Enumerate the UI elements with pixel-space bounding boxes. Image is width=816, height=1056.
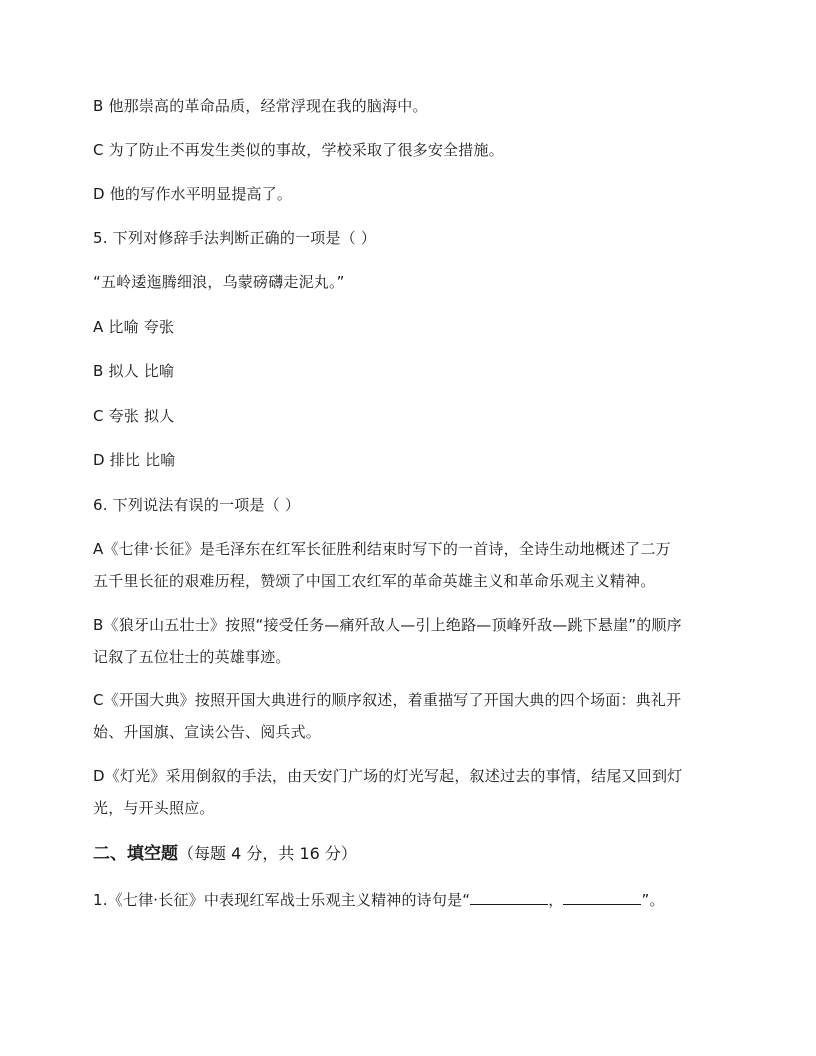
q6-option-b-line2: 记叙了五位壮士的英雄事迹。: [93, 648, 291, 666]
q5-quote: “五岭逶迤腾细浪，乌蒙磅礴走泥丸。”: [93, 273, 345, 291]
fill-1-blank-2[interactable]: [563, 891, 641, 905]
q4-option-c: C 为了防止不再发生类似的事故，学校采取了很多安全措施。: [93, 141, 504, 159]
section-2-note: （每题 4 分，共 16 分）: [178, 844, 357, 863]
fill-1-blank-1[interactable]: [470, 891, 548, 905]
section-2-heading: [93, 843, 357, 865]
q6-option-b-line1: B《狼牙山五壮士》按照“接受任务—痛歼敌人—引上绝路—顶峰歼敌—跳下悬崖”的顺序: [93, 616, 682, 634]
q5-stem: 5. 下列对修辞手法判断正确的一项是（ ）: [93, 229, 377, 247]
fill-question-1: [93, 891, 733, 910]
q4-option-b: B 他那崇高的革命品质，经常浮现在我的脑海中。: [93, 97, 428, 115]
fill-1-prefix: 1.《七律·长征》中表现红军战士乐观主义精神的诗句是“: [93, 891, 471, 909]
q6-option-d-line1: D《灯光》采用倒叙的手法，由天安门广场的灯光写起，叙述过去的事情，结尾又回到灯: [93, 767, 683, 785]
q6-option-c-line1: C《开国大典》按照开国大典进行的顺序叙述，着重描写了开国大典的四个场面：典礼开: [93, 691, 682, 709]
q5-option-b: B 拟人 比喻: [93, 362, 175, 380]
fill-1-separator: ，: [548, 891, 564, 909]
q4-option-d: D 他的写作水平明显提高了。: [93, 185, 293, 203]
q5-option-a: A 比喻 夸张: [93, 318, 175, 336]
fill-1-suffix: ”。: [641, 891, 665, 909]
q6-option-d-line2: 光，与开头照应。: [93, 799, 215, 817]
q6-option-a-line1: A《七律·长征》是毛泽东在红军长征胜利结束时写下的一首诗，全诗生动地概述了二万: [93, 540, 671, 558]
q6-option-a-line2: 五千里长征的艰难历程，赞颂了中国工农红军的革命英雄主义和革命乐观主义精神。: [93, 572, 656, 590]
q6-stem: 6. 下列说法有误的一项是（ ）: [93, 496, 301, 514]
section-2-title: 二、填空题: [93, 844, 178, 864]
q5-option-c: C 夸张 拟人: [93, 407, 175, 425]
q5-option-d: D 排比 比喻: [93, 451, 176, 469]
q6-option-c-line2: 始、升国旗、宣读公告、阅兵式。: [93, 723, 322, 741]
